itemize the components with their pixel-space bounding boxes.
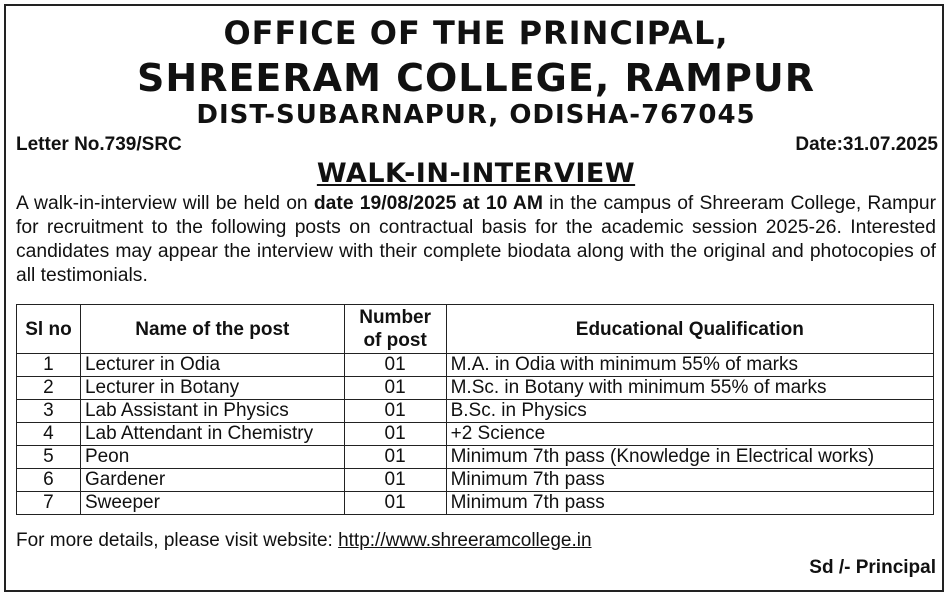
row-post: Lab Attendant in Chemistry: [80, 423, 344, 446]
table-row: [17, 469, 934, 492]
row-post: Lecturer in Botany: [80, 377, 344, 400]
row-sl: 2: [17, 377, 81, 400]
row-number: 01: [344, 354, 446, 377]
row-number: 01: [344, 400, 446, 423]
header-number-line2: of post: [363, 330, 427, 351]
row-sl: 3: [17, 400, 81, 423]
table-row: [17, 377, 934, 400]
table-header-row: [17, 305, 934, 354]
table-row: [17, 400, 934, 423]
row-number: 01: [344, 469, 446, 492]
table-row: [17, 423, 934, 446]
row-post: Sweeper: [80, 492, 344, 515]
header-post-name: Name of the post: [80, 305, 344, 354]
posts-table: [16, 304, 934, 515]
row-post: Gardener: [80, 469, 344, 492]
table-row: [17, 354, 934, 377]
college-address: DIST-SUBARNAPUR, ODISHA-767045: [196, 100, 756, 130]
row-qualification: Minimum 7th pass (Knowledge in Electrical works): [446, 446, 933, 469]
notice-title: WALK-IN-INTERVIEW: [316, 158, 636, 189]
row-sl: 5: [17, 446, 81, 469]
row-number: 01: [344, 446, 446, 469]
header-qualification: Educational Qualification: [446, 305, 933, 354]
table-row: [17, 446, 934, 469]
table-row: [17, 492, 934, 515]
row-post: Peon: [80, 446, 344, 469]
intro-paragraph: [16, 192, 936, 288]
row-number: 01: [344, 377, 446, 400]
row-sl: 7: [17, 492, 81, 515]
row-sl: 6: [17, 469, 81, 492]
letter-date: Date:31.07.2025: [795, 134, 938, 155]
college-name: SHREERAM COLLEGE, RAMPUR: [137, 56, 815, 100]
interview-date: date 19/08/2025 at 10 AM: [313, 193, 543, 214]
row-qualification: B.Sc. in Physics: [446, 400, 933, 423]
intro-text-2: in the campus of Shreeram College, Rampur for recruitment to the following posts on contractual basis for the academic session 2025-26. Interested candidates may appear the interview with their complete biodata along with the original and photocopies of all testimonials.: [16, 193, 937, 286]
header-number-line1: Number: [359, 307, 432, 328]
footer-text: For more details, please visit website:: [16, 530, 339, 551]
row-qualification: M.Sc. in Botany with minimum 55% of marks: [446, 377, 933, 400]
footer-note: [16, 530, 592, 552]
row-number: 01: [344, 423, 446, 446]
row-qualification: Minimum 7th pass: [446, 469, 933, 492]
intro-text-1: A walk-in-interview will be held on: [16, 193, 314, 214]
principal-signature: Sd /- Principal: [809, 557, 936, 578]
row-sl: 1: [17, 354, 81, 377]
row-sl: 4: [17, 423, 81, 446]
row-post: Lab Assistant in Physics: [80, 400, 344, 423]
row-post: Lecturer in Odia: [80, 354, 344, 377]
row-qualification: Minimum 7th pass: [446, 492, 933, 515]
row-number: 01: [344, 492, 446, 515]
row-qualification: +2 Science: [446, 423, 933, 446]
website-link[interactable]: http://www.shreeramcollege.in: [338, 530, 592, 551]
header-sl-no: Sl no: [17, 305, 81, 354]
letter-number: Letter No.739/SRC: [16, 134, 182, 155]
header-number-of-post: [344, 305, 446, 354]
row-qualification: M.A. in Odia with minimum 55% of marks: [446, 354, 933, 377]
office-heading: OFFICE OF THE PRINCIPAL,: [223, 14, 729, 52]
